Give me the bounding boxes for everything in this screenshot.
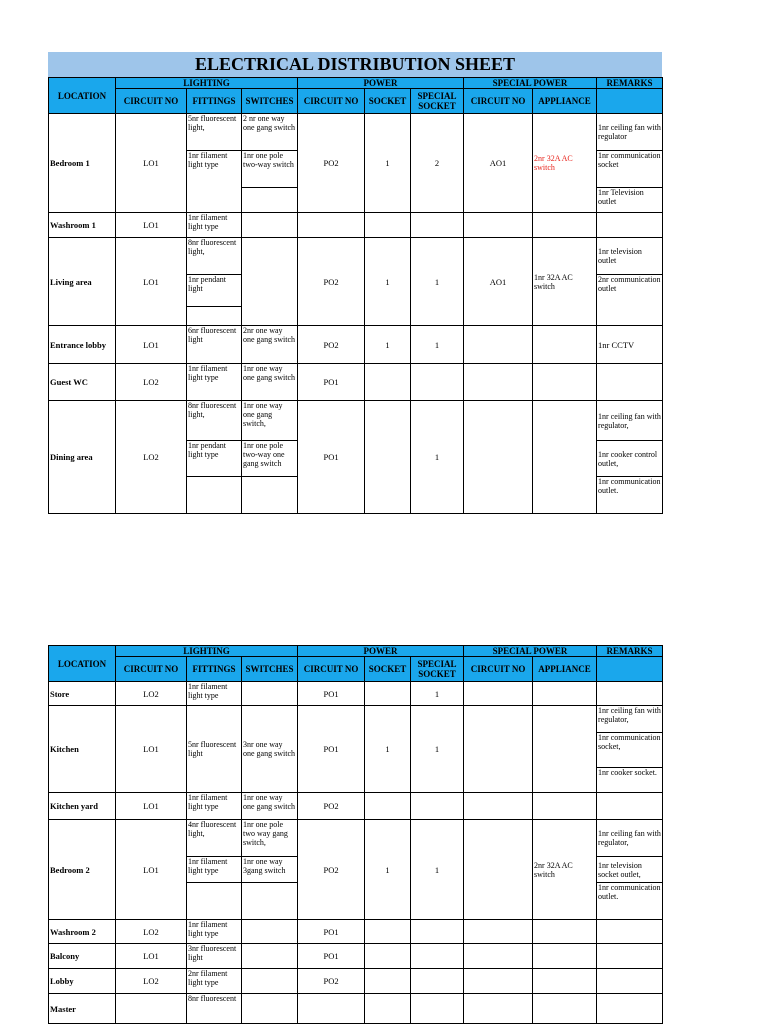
header-fittings: FITTINGS: [187, 657, 242, 682]
circuit-cell: LO1: [116, 820, 187, 920]
fitting-cell: 1nr filament light type: [187, 682, 242, 706]
table-row: [49, 401, 663, 441]
location-cell: Living area: [49, 238, 116, 326]
socket-cell: 1: [365, 238, 411, 326]
switch-cell: 2 nr one way one gang switch: [242, 114, 298, 151]
socket-cell: [365, 401, 411, 514]
circuit-cell: LO2: [116, 364, 187, 401]
remark-cell: 2nr communication outlet: [597, 275, 663, 326]
remark-cell: 1nr Television outlet: [597, 188, 663, 213]
switch-cell: 1nr one way one gang switch: [242, 364, 298, 401]
location-cell: Guest WC: [49, 364, 116, 401]
header-appliance: APPLIANCE: [533, 657, 597, 682]
table-row: [49, 994, 663, 1024]
location-cell: Washroom 1: [49, 213, 116, 238]
header-socket: SOCKET: [365, 657, 411, 682]
circuit-cell: LO2: [116, 401, 187, 514]
circuit-cell: LO2: [116, 920, 187, 944]
location-cell: Master: [49, 994, 116, 1024]
switch-cell: 1nr one pole two-way switch: [242, 151, 298, 188]
fitting-cell: 3nr fluorescent light: [187, 944, 242, 969]
power-circuit-cell: PO1: [298, 364, 365, 401]
header-special-power: SPECIAL POWER: [464, 646, 597, 657]
table-row: [49, 238, 663, 275]
special-socket-cell: 1: [411, 238, 464, 326]
appliance-cell: 2nr 32A AC switch: [533, 820, 597, 920]
table-row: [49, 682, 663, 706]
sp-circuit-cell: AO1: [464, 114, 533, 213]
location-cell: Dining area: [49, 401, 116, 514]
header-remarks: REMARKS: [597, 78, 663, 89]
circuit-cell: LO2: [116, 969, 187, 994]
header-circuit-no: CIRCUIT NO: [116, 657, 187, 682]
remark-cell: 1nr communication socket,: [597, 733, 663, 768]
special-socket-cell: 2: [411, 114, 464, 213]
special-socket-cell: 1: [411, 682, 464, 706]
power-circuit-cell: PO2: [298, 793, 365, 820]
distribution-table-2: [48, 645, 663, 1024]
distribution-sheet-2: [48, 645, 662, 1024]
power-circuit-cell: PO1: [298, 944, 365, 969]
header-sp-circuit-no: CIRCUIT NO: [464, 657, 533, 682]
sheet-title: ELECTRICAL DISTRIBUTION SHEET: [48, 52, 662, 77]
sp-circuit-cell: [464, 401, 533, 514]
switch-cell: 1nr one way one gang switch: [242, 793, 298, 820]
socket-cell: 1: [365, 706, 411, 793]
empty-cell: [187, 307, 242, 326]
table-row: [49, 364, 663, 401]
header-lighting: LIGHTING: [116, 646, 298, 657]
fitting-cell: 4nr fluorescent light,: [187, 820, 242, 857]
remark-cell: 1nr ceiling fan with regulator,: [597, 401, 663, 441]
location-cell: Lobby: [49, 969, 116, 994]
location-cell: Store: [49, 682, 116, 706]
special-socket-cell: 1: [411, 401, 464, 514]
fitting-cell: 8nr fluorescent: [187, 994, 242, 1024]
table-row: [49, 944, 663, 969]
header-power-circuit-no: CIRCUIT NO: [298, 89, 365, 114]
fitting-cell: 2nr filament light type: [187, 969, 242, 994]
remark-cell: 1nr communication socket: [597, 151, 663, 188]
fitting-cell: 1nr filament light type: [187, 364, 242, 401]
remark-cell: 1nr ceiling fan with regulator,: [597, 706, 663, 733]
location-cell: Bedroom 2: [49, 820, 116, 920]
switch-cell: 1nr one way 3gang switch: [242, 857, 298, 883]
header-location: LOCATION: [49, 78, 116, 114]
fitting-cell: 8nr fluorescent light,: [187, 238, 242, 275]
circuit-cell: LO1: [116, 114, 187, 213]
remark-cell: 1nr ceiling fan with regulator,: [597, 820, 663, 857]
header-switches: SWITCHES: [242, 657, 298, 682]
fitting-cell: 1nr filament light type: [187, 857, 242, 883]
switch-cell: 1nr one pole two-way one gang switch: [242, 441, 298, 477]
remark-cell: 1nr cooker socket.: [597, 768, 663, 793]
circuit-cell: LO1: [116, 706, 187, 793]
location-cell: Washroom 2: [49, 920, 116, 944]
circuit-cell: LO1: [116, 944, 187, 969]
header-appliance: APPLIANCE: [533, 89, 597, 114]
table-row: [49, 213, 663, 238]
fitting-cell: 1nr filament light type: [187, 213, 242, 238]
power-circuit-cell: PO1: [298, 920, 365, 944]
header-socket: SOCKET: [365, 89, 411, 114]
header-switches: SWITCHES: [242, 89, 298, 114]
empty-cell: [242, 188, 298, 213]
header-circuit-no: CIRCUIT NO: [116, 89, 187, 114]
fitting-cell: 6nr fluorescent light: [187, 326, 242, 364]
power-circuit-cell: PO2: [298, 326, 365, 364]
special-socket-cell: 1: [411, 706, 464, 793]
header-remarks-blank: [597, 89, 663, 114]
circuit-cell: LO1: [116, 213, 187, 238]
location-cell: Entrance lobby: [49, 326, 116, 364]
header-remarks: REMARKS: [597, 646, 663, 657]
power-circuit-cell: PO2: [298, 114, 365, 213]
table-row: [49, 820, 663, 857]
remark-cell: 1nr CCTV: [597, 326, 663, 364]
header-location: LOCATION: [49, 646, 116, 682]
remark-cell: 1nr communication outlet.: [597, 883, 663, 920]
remark-cell: 1nr cooker control outlet,: [597, 441, 663, 477]
fitting-cell: 5nr fluorescent light,: [187, 114, 242, 151]
socket-cell: 1: [365, 820, 411, 920]
circuit-cell: LO1: [116, 326, 187, 364]
fitting-cell: 1nr pendant light type: [187, 441, 242, 477]
circuit-cell: LO1: [116, 793, 187, 820]
remark-cell: 1nr television outlet: [597, 238, 663, 275]
switch-cell: [242, 238, 298, 326]
remark-cell: 1nr television socket outlet,: [597, 857, 663, 883]
switch-cell: 3nr one way one gang switch: [242, 706, 298, 793]
header-remarks-blank: [597, 657, 663, 682]
remark-cell: 1nr communication outlet.: [597, 477, 663, 514]
switch-cell: 1nr one pole two way gang switch,: [242, 820, 298, 857]
distribution-table-1: [48, 77, 663, 514]
header-fittings: FITTINGS: [187, 89, 242, 114]
table-row: [49, 920, 663, 944]
fitting-cell: 8nr fluorescent light,: [187, 401, 242, 441]
header-special-socket: SPECIAL SOCKET: [411, 657, 464, 682]
header-special-power: SPECIAL POWER: [464, 78, 597, 89]
fitting-cell: 1nr filament light type: [187, 793, 242, 820]
switch-cell: 1nr one way one gang switch,: [242, 401, 298, 441]
power-circuit-cell: PO1: [298, 401, 365, 514]
location-cell: Balcony: [49, 944, 116, 969]
table-row: [49, 793, 663, 820]
table-row: [49, 706, 663, 733]
header-special-socket: SPECIAL SOCKET: [411, 89, 464, 114]
appliance-cell: 2nr 32A AC switch: [533, 114, 597, 213]
socket-cell: 1: [365, 114, 411, 213]
power-circuit-cell: PO2: [298, 969, 365, 994]
switch-cell: 2nr one way one gang switch: [242, 326, 298, 364]
header-power: POWER: [298, 78, 464, 89]
table-row: [49, 114, 663, 151]
power-circuit-cell: PO1: [298, 682, 365, 706]
header-sp-circuit-no: CIRCUIT NO: [464, 89, 533, 114]
table-row: [49, 326, 663, 364]
socket-cell: 1: [365, 326, 411, 364]
special-socket-cell: 1: [411, 326, 464, 364]
fitting-cell: 5nr fluorescent light: [187, 706, 242, 793]
power-circuit-cell: PO2: [298, 820, 365, 920]
power-circuit-cell: PO2: [298, 238, 365, 326]
location-cell: Kitchen: [49, 706, 116, 793]
location-cell: Bedroom 1: [49, 114, 116, 213]
power-circuit-cell: PO1: [298, 706, 365, 793]
header-power-circuit-no: CIRCUIT NO: [298, 657, 365, 682]
appliance-cell: 1nr 32A AC switch: [533, 238, 597, 326]
remark-cell: 1nr ceiling fan with regulator: [597, 114, 663, 151]
fitting-cell: 1nr filament light type: [187, 920, 242, 944]
table-row: [49, 969, 663, 994]
header-power: POWER: [298, 646, 464, 657]
circuit-cell: LO1: [116, 238, 187, 326]
fitting-cell: 1nr filament light type: [187, 151, 242, 213]
appliance-cell: [533, 401, 597, 514]
special-socket-cell: 1: [411, 820, 464, 920]
fitting-cell: 1nr pendant light: [187, 275, 242, 307]
circuit-cell: LO2: [116, 682, 187, 706]
header-lighting: LIGHTING: [116, 78, 298, 89]
distribution-sheet-1: [48, 52, 662, 514]
location-cell: Kitchen yard: [49, 793, 116, 820]
sp-circuit-cell: AO1: [464, 238, 533, 326]
